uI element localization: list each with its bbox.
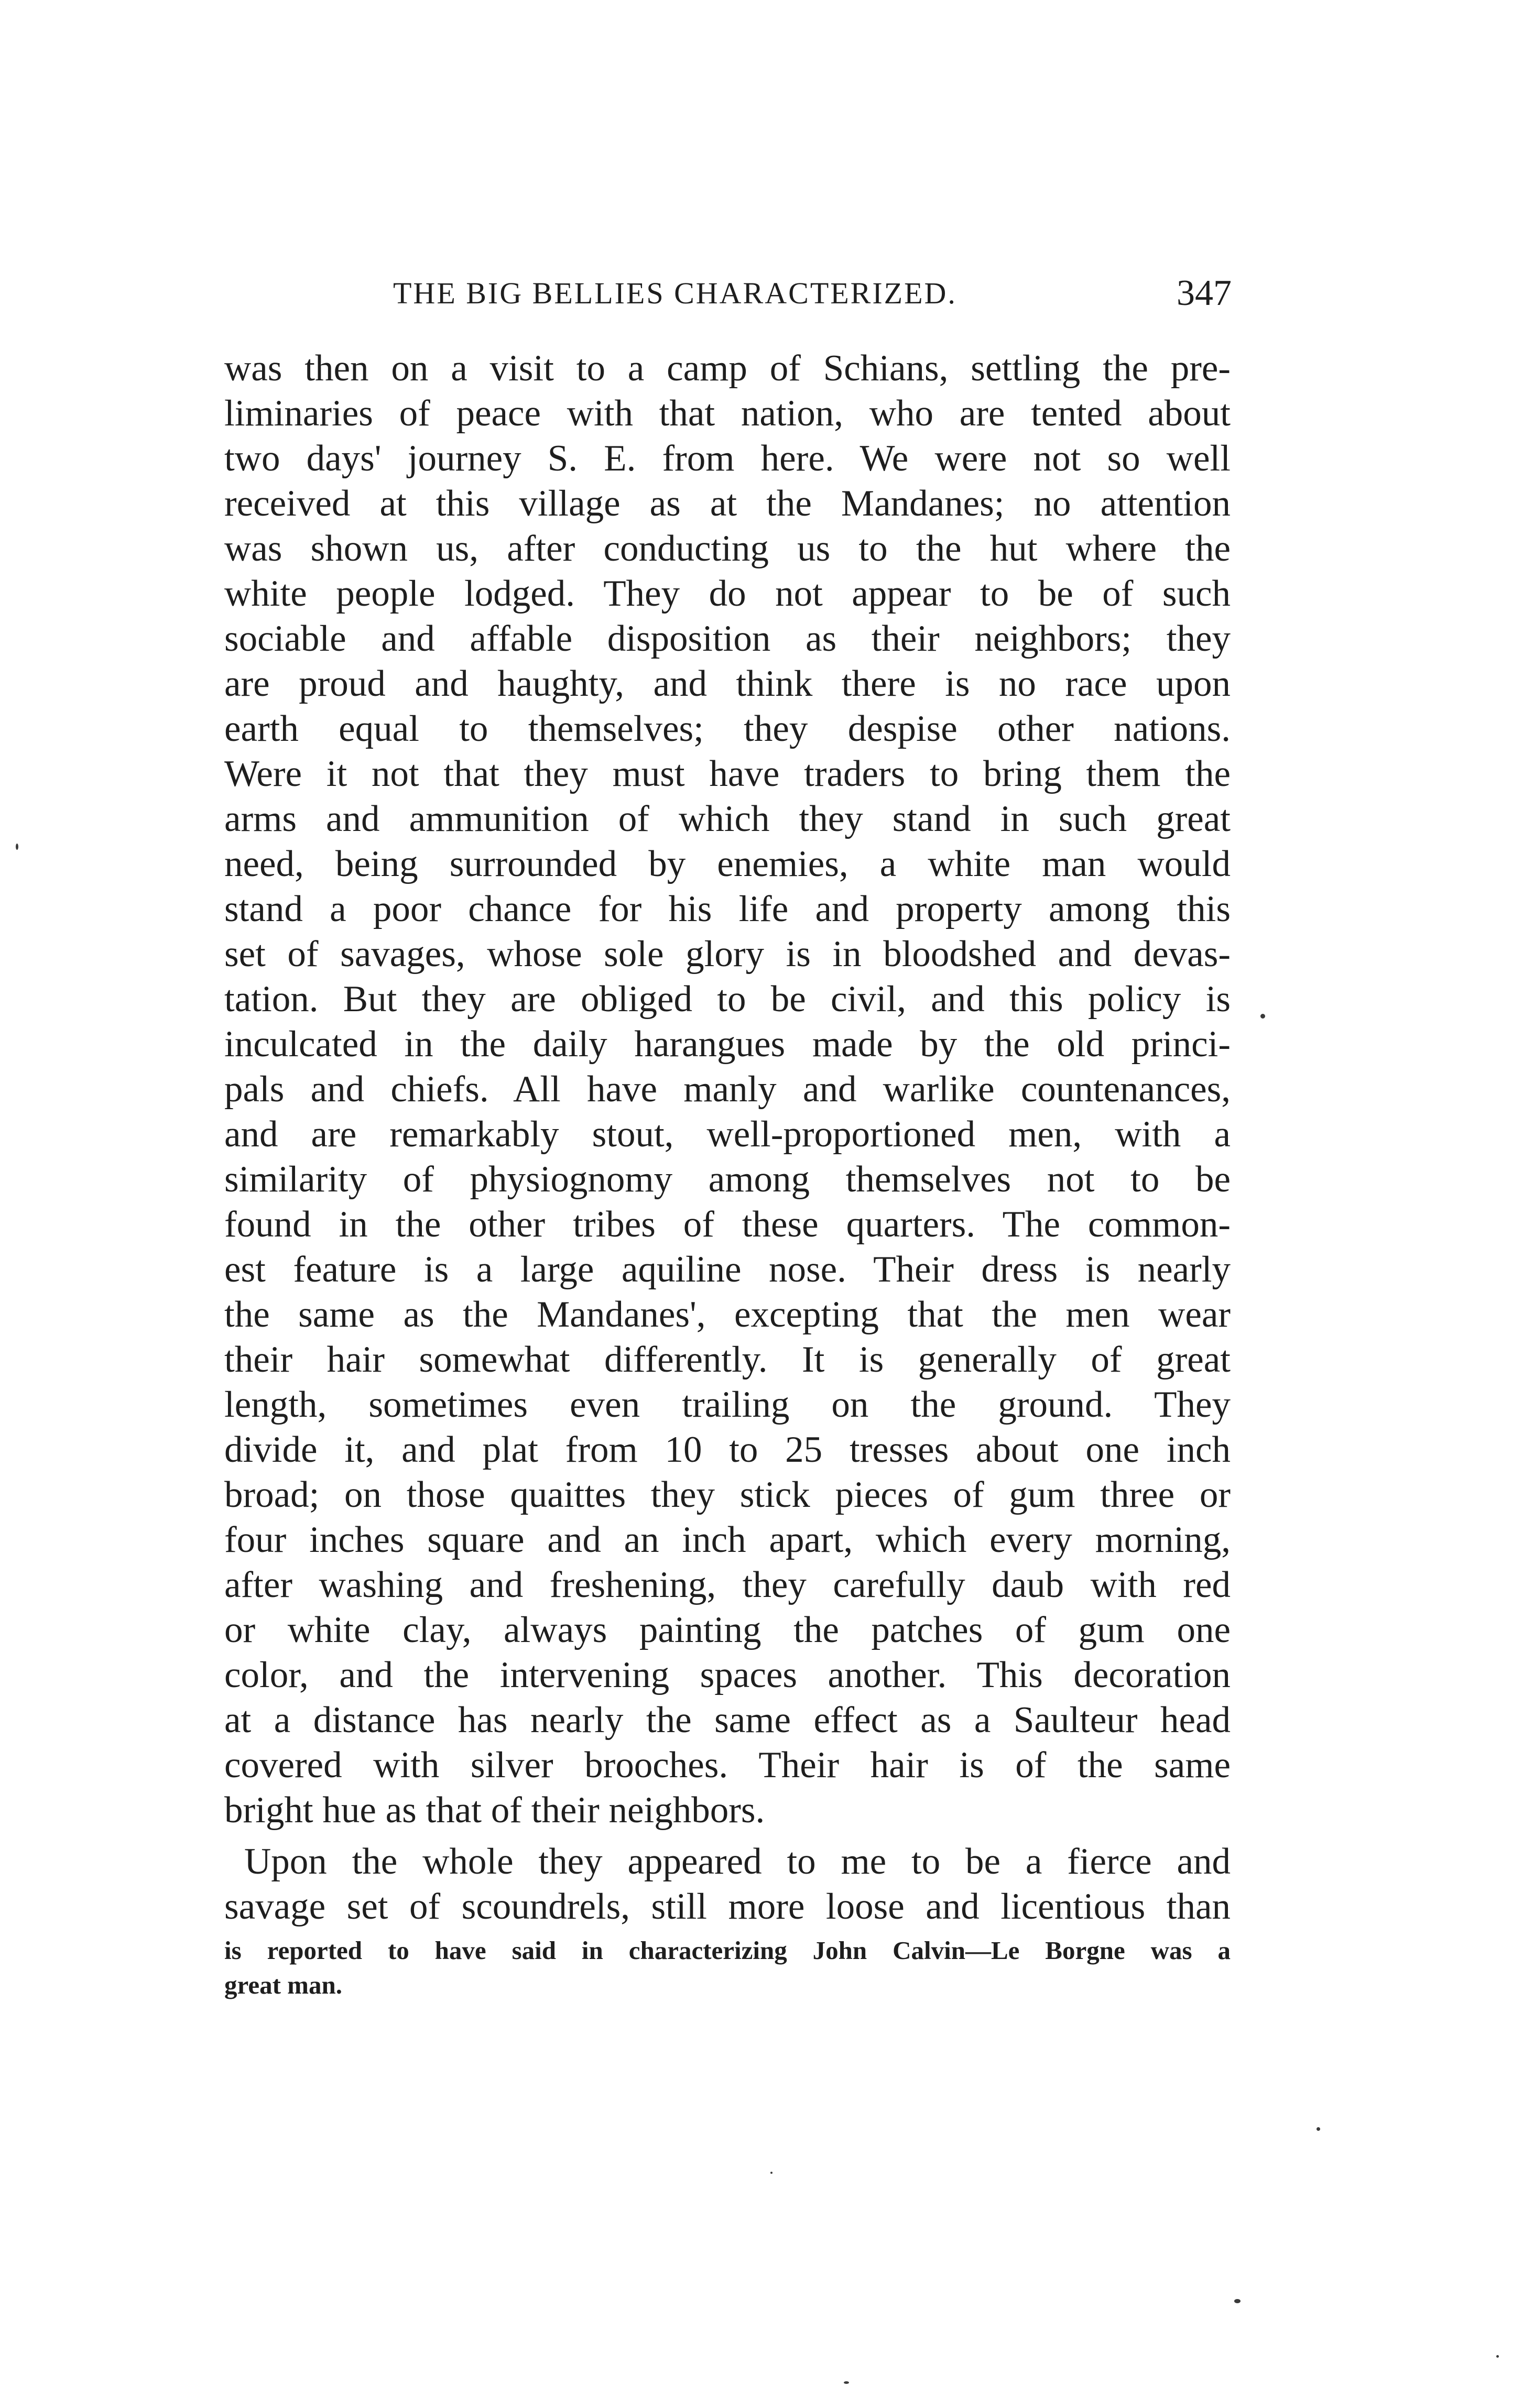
running-head: THE BIG BELLIES CHARACTERIZED. <box>393 276 957 310</box>
text-line: at a distance has nearly the same effect as a Saulteur head <box>224 1700 1231 1741</box>
scan-speck <box>1234 2299 1241 2303</box>
text-line: was then on a visit to a camp of Schians, settling the pre- <box>224 348 1231 389</box>
text-line: liminaries of peace with that nation, who are tented about <box>224 393 1231 434</box>
text-line: received at this village as at the Mandanes; no attention <box>224 483 1231 524</box>
text-line: stand a poor chance for his life and property among this <box>224 889 1231 929</box>
text-line: bright hue as that of their neighbors. <box>224 1790 765 1831</box>
text-line: color, and the intervening spaces another. This decoration <box>224 1655 1231 1695</box>
text-line: earth equal to themselves; they despise other nations. <box>224 708 1231 749</box>
scan-speck <box>770 2172 773 2174</box>
text-line: Were it not that they must have traders to bring them the <box>224 753 1231 794</box>
text-line: and are remarkably stout, well-proportioned men, with a <box>224 1114 1231 1155</box>
scan-speck <box>1496 2355 1499 2358</box>
text-line: est feature is a large aquiline nose. Their dress is nearly <box>224 1249 1231 1290</box>
text-line: are proud and haughty, and think there is no race upon <box>224 663 1231 704</box>
text-line: arms and ammunition of which they stand in such great <box>224 798 1231 839</box>
paragraph <box>224 346 1231 1833</box>
paragraph <box>224 1839 1231 1929</box>
text-line: sociable and affable disposition as their neighbors; they <box>224 618 1231 659</box>
scan-speck <box>16 844 18 850</box>
text-line: length, sometimes even trailing on the ground. They <box>224 1384 1231 1425</box>
text-line: covered with silver brooches. Their hair is of the same <box>224 1745 1231 1786</box>
page-number: 347 <box>1177 273 1232 313</box>
text-line: or white clay, always painting the patches of gum one <box>224 1610 1231 1650</box>
text-line: white people lodged. They do not appear to be of such <box>224 573 1231 614</box>
body-text <box>224 346 1231 1929</box>
text-line: was shown us, after conducting us to the hut where the <box>224 528 1231 569</box>
text-line: two days' journey S. E. from here. We were not so well <box>224 438 1231 479</box>
scan-speck <box>1260 1014 1265 1019</box>
text-line: inculcated in the daily harangues made by the old princi- <box>224 1024 1231 1065</box>
text-line: set of savages, whose sole glory is in bloodshed and devas- <box>224 934 1231 975</box>
text-line: four inches square and an inch apart, which every morning, <box>224 1519 1231 1560</box>
text-line: the same as the Mandanes', excepting that the men wear <box>224 1294 1231 1335</box>
paragraph-gap <box>224 1833 1231 1839</box>
text-line: tation. But they are obliged to be civil, and this policy is <box>224 979 1231 1020</box>
text-line: savage set of scoundrels, still more loose and licentious than <box>224 1886 1231 1927</box>
text-line: divide it, and plat from 10 to 25 tresses about one inch <box>224 1429 1231 1470</box>
text-line: found in the other tribes of these quarters. The common- <box>224 1204 1231 1245</box>
scan-speck <box>844 2381 849 2384</box>
footnote-line: great man. <box>224 1971 342 1999</box>
scan-speck <box>1317 2127 1320 2131</box>
text-line: similarity of physiognomy among themselves not to be <box>224 1159 1231 1200</box>
text-line: Upon the whole they appeared to me to be a fierce and <box>244 1841 1231 1882</box>
text-line: after washing and freshening, they carefully daub with red <box>224 1564 1231 1605</box>
footnote-line: is reported to have said in characterizing John Calvin—Le Borgne was a <box>224 1936 1231 1965</box>
text-line: their hair somewhat differently. It is generally of great <box>224 1339 1231 1380</box>
text-line: broad; on those quaittes they stick pieces of gum three or <box>224 1474 1231 1515</box>
text-line: pals and chiefs. All have manly and warlike countenances, <box>224 1069 1231 1110</box>
text-line: need, being surrounded by enemies, a white man would <box>224 844 1231 884</box>
footnote <box>224 1933 1231 2002</box>
